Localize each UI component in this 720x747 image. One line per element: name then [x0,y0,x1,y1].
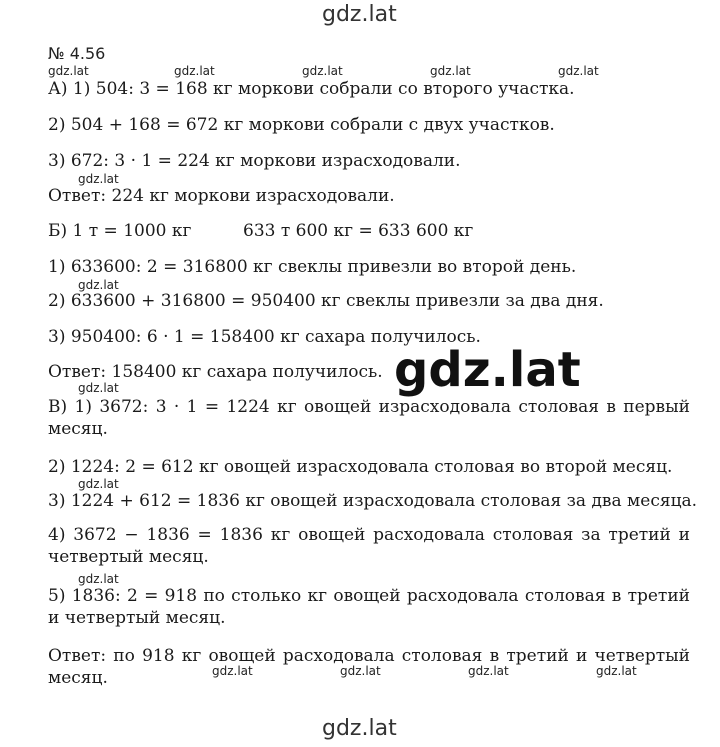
watermark-small: gdz.lat [174,64,215,78]
watermark-small: gdz.lat [468,664,509,678]
solution-line-b3: 3) 950400: 6 · 1 = 158400 кг сахара получилось. [48,327,481,347]
solution-line-a3: 3) 672: 3 · 1 = 224 кг моркови израсходовали. [48,151,461,171]
watermark-small: gdz.lat [78,172,119,186]
watermark-large: gdz.lat [394,342,581,398]
watermark-small: gdz.lat [78,572,119,586]
conversion-b-1: Б) 1 т = 1000 кг [48,221,192,241]
watermark-small: gdz.lat [558,64,599,78]
watermark-small: gdz.lat [212,664,253,678]
conversion-b-2: 633 т 600 кг = 633 600 кг [243,221,474,241]
problem-number: № 4.56 [48,44,106,63]
answer-a: Ответ: 224 кг моркови израсходовали. [48,186,395,206]
answer-v: Ответ: по 918 кг овощей расходовала столовая в третий и четвертый месяц. [48,646,690,688]
solution-line-a2: 2) 504 + 168 = 672 кг моркови собрали с двух участков. [48,115,555,135]
solution-line-v3: 3) 1224 + 612 = 1836 кг овощей израсходовала столовая за два месяца. [48,491,698,511]
solution-line-v4: 4) 3672 − 1836 = 1836 кг овощей расходовала столовая за третий и четвертый месяц. [48,525,690,567]
solution-line-v1: В) 1) 3672: 3 · 1 = 1224 кг овощей израсходовала столовая в первый месяц. [48,397,690,439]
answer-b: Ответ: 158400 кг сахара получилось. [48,362,383,382]
solution-line-v5: 5) 1836: 2 = 918 по столько кг овощей расходовала столовая в третий и четвертый месяц. [48,586,690,628]
watermark-small: gdz.lat [430,64,471,78]
watermark-small: gdz.lat [78,381,119,395]
watermark-small: gdz.lat [340,664,381,678]
solution-line-v2: 2) 1224: 2 = 612 кг овощей израсходовала столовая во второй месяц. [48,457,673,477]
watermark-small: gdz.lat [78,278,119,292]
watermark-top: gdz.lat [322,2,397,27]
solution-line-a1: А) 1) 504: 3 = 168 кг моркови собрали со второго участка. [48,79,575,99]
solution-line-b2: 2) 633600 + 316800 = 950400 кг свеклы привезли за два дня. [48,291,604,311]
watermark-bottom: gdz.lat [322,716,397,741]
watermark-small: gdz.lat [48,64,89,78]
watermark-small: gdz.lat [302,64,343,78]
watermark-small: gdz.lat [78,477,119,491]
solution-line-b1: 1) 633600: 2 = 316800 кг свеклы привезли во второй день. [48,257,577,277]
watermark-small: gdz.lat [596,664,637,678]
